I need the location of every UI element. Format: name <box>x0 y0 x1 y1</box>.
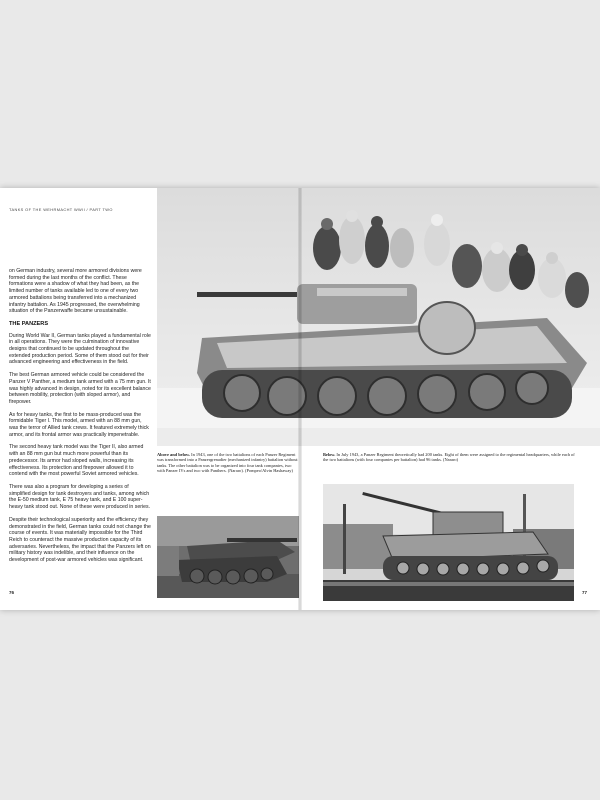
caption-right <box>323 452 579 463</box>
page-number-right: 77 <box>582 590 588 595</box>
caption-right-lead: Below. <box>323 452 336 457</box>
running-head: TANKS OF THE WEHRMACHT WWII / PART TWO <box>9 207 113 212</box>
body-paragraph: The best German armored vehicle could be considered the Panzer V Panther, a medium tank armed with a 75 mm gun. It was highly advanced in design, noted for its excellent balance between mobility, protection (with sloped armor), and firepower. <box>9 372 151 405</box>
body-paragraph: During World War II, German tanks played a fundamental role in all operations. They were the culmination of innovative designs that continued to be updated throughout the extended production period. Some of them stood out for their advanced engineering and effectiveness in the field. <box>9 332 151 366</box>
panther-tank-with-infantry-photo <box>157 188 600 446</box>
body-paragraph: Despite their technological superiority and the efficiency they demonstrated in the field, German tanks could not change the course of events. It was materially impossible for the Third Reich to counteract the massive production capacity of its adversaries. Nevertheless, the impact that the Panzers left on military history was indelible, and their influence on the development of post-war armored vehicles was significant. <box>9 516 151 564</box>
destroyed-panther-tank-photo <box>157 516 299 598</box>
caption-left-lead: Above and below. <box>157 452 191 457</box>
body-paragraph: As for heavy tanks, the first to be mass-produced was the formidable Tiger I. This model, armed with an 88 mm gun, was the terror of Allied tank crews. It featured extremely thick armor, and its frontal armor was practically impenetrable. <box>9 411 149 438</box>
body-paragraph: on German industry, several more armored divisions were formed during the last months of the conflict. These formations were a shadow of what they had been, as the limited number of tanks available led to one of every two armored battalions being transferred into a mechanized infantry battalion. As 1945 progressed, the overwhelming situation of the Panzerwaffe became unsustainable. <box>9 268 142 315</box>
caption-left <box>157 452 299 474</box>
caption-right-text: In July 1943, a Panzer Regiment theoretically had 200 tanks. Eight of them were assigned to the regimental headquarters, while each of the two battalions (with four companies per battalion) had 96 tanks. (Nararo) <box>323 452 575 463</box>
page-gutter <box>298 188 302 610</box>
body-paragraph: There was also a program for developing a series of simplified design for tank destroyers and tanks, among which the E-50 medium tank, E 75 heavy tank, and E 100 super-heavy tank stood out. None of these were produced in series. <box>9 483 151 511</box>
page-number-left: 76 <box>9 590 15 595</box>
section-heading: THE PANZERS <box>9 320 49 327</box>
panzer-iv-on-railcar-photo <box>323 484 574 601</box>
body-paragraph: The second heavy tank model was the Tiger II, also armed with an 88 mm gun but much more powerful than its predecessor. Its armor had sloped walls, increasing its effectiveness. Its protection and firepower allowed it to contend with the most powerful Soviet armored vehicles. <box>9 444 144 478</box>
left-page-text-column <box>9 268 151 570</box>
book-spread <box>0 188 600 610</box>
caption-left-text: In 1943, one of the two battalions of each Panzer Regiment was transformed into a Panzergrenadier (mechanized infantry) battalion without tanks. The other battalion was to be organized into four tank companies, two with Panzer IVs and two with Panthers. (Nararo). (Pompeo/Alvin Hashaway) <box>157 452 298 474</box>
